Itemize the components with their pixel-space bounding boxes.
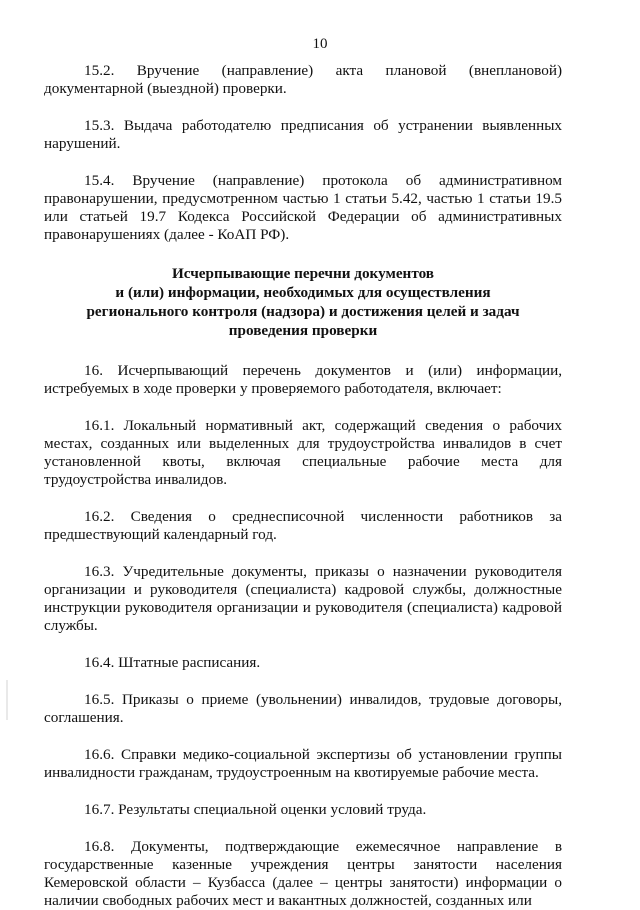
- paragraph-16-1: 16.1. Локальный нормативный акт, содержащий сведения о рабочих местах, созданных или выделенных для трудоустройства инвалидов в счет установленной квоты, включая специальные рабочие места для трудоустройства инвалидов.: [44, 417, 562, 488]
- paragraph-15-3: 15.3. Выдача работодателю предписания об устранении выявленных нарушений.: [44, 117, 562, 152]
- heading-line: проведения проверки: [228, 322, 378, 339]
- paragraph-16-3: 16.3. Учредительные документы, приказы о назначении руководителя организации и руководителя (специалиста) кадровой службы, должностные инструкции руководителя организации и руководителя (специалиста) кадровой службы.: [44, 563, 562, 634]
- paragraph-15-4: 15.4. Вручение (направление) протокола об административном правонарушении, предусмотренном частью 1 статьи 5.42, частью 1 статьи 19.5 или статьей 19.7 Кодекса Российской Федерации об административных правонарушениях (далее - КоАП РФ).: [44, 172, 562, 243]
- paragraph-16-8: 16.8. Документы, подтверждающие ежемесячное направление в государственные казенные учреждения центры занятости населения Кемеровской области – Кузбасса (далее – центры занятости) информации о наличии свободных рабочих мест и вакантных должностей, созданных или: [44, 838, 562, 909]
- paragraph-16-7: 16.7. Результаты специальной оценки условий труда.: [84, 801, 427, 818]
- page-number: 10: [312, 36, 328, 52]
- heading-line: и (или) информации, необходимых для осуществления: [115, 284, 491, 301]
- paragraph-16: 16. Исчерпывающий перечень документов и (или) информации, истребуемых в ходе проверки у проверяемого работодателя, включает:: [44, 362, 562, 397]
- heading-line: Исчерпывающие перечни документов: [171, 265, 434, 282]
- paragraph-16-4: 16.4. Штатные расписания.: [84, 654, 261, 671]
- paragraph-16-2: 16.2. Сведения о среднесписочной численности работников за предшествующий календарный год.: [44, 508, 562, 543]
- paragraph-15-2: 15.2. Вручение (направление) акта плановой (внеплановой) документарной (выездной) проверки.: [44, 62, 562, 97]
- paragraph-16-5: 16.5. Приказы о приеме (увольнении) инвалидов, трудовые договоры, соглашения.: [44, 691, 562, 726]
- document-body: [44, 62, 562, 910]
- section-heading: [44, 264, 562, 340]
- scan-artifact: [6, 680, 8, 720]
- paragraph-16-6: 16.6. Справки медико-социальной экспертизы об установлении группы инвалидности гражданам, трудоустроенным на квотируемые рабочие места.: [44, 746, 562, 781]
- heading-line: регионального контроля (надзора) и достижения целей и задач: [86, 303, 520, 320]
